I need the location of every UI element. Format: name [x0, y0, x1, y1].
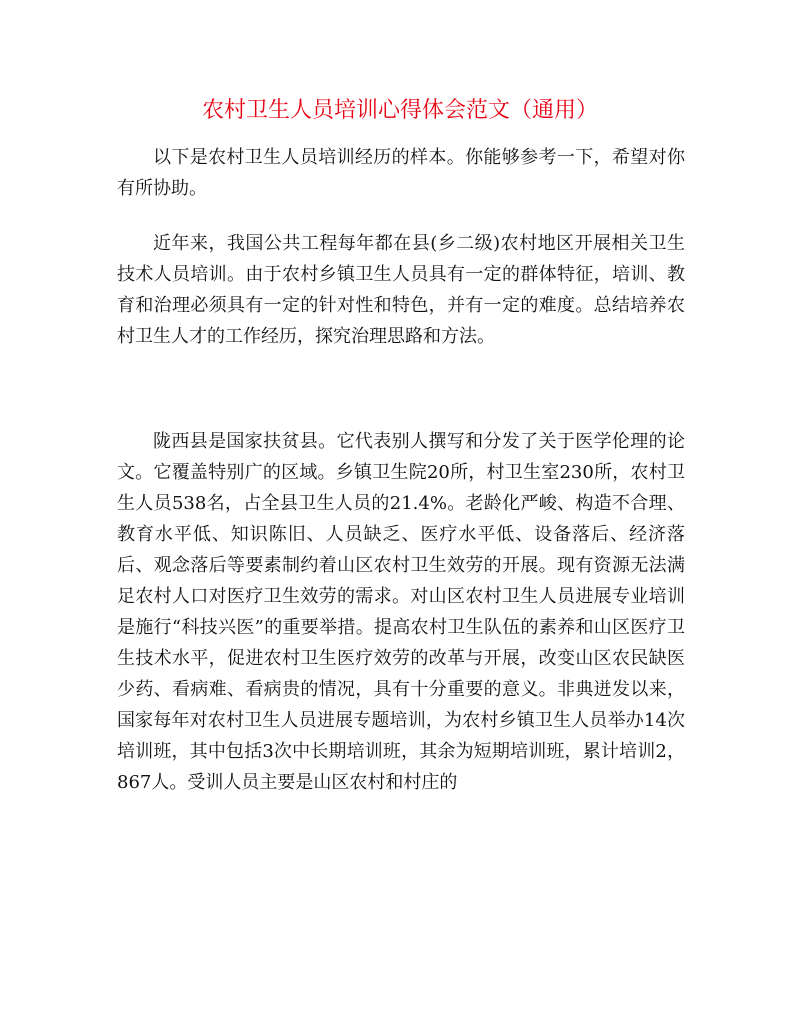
paragraph-intro: 以下是农村卫生人员培训经历的样本。你能够参考一下，希望对你有所协助。 — [117, 147, 685, 199]
paragraph-background: 近年来，我国公共工程每年都在县(乡二级)农村地区开展相关卫生技术人员培训。由于农村乡镇卫生人员具有一定的群体特征，培训、教育和治理必须具有一定的针对性和特色，并有一定的难度。总结培养农村卫生人才的工作经历，探究治理思路和方法。 — [117, 233, 685, 347]
document-title: 农村卫生人员培训心得体会范文（通用） — [201, 98, 598, 123]
paragraph-county-case: 陇西县是国家扶贫县。它代表别人撰写和分发了关于医学伦理的论文。它覆盖特别广的区域。乡镇卫生院20所，村卫生室230所，农村卫生人员538名，占全县卫生人员的21.4%。老龄化严峻、构造不合理、教育水平低、知识陈旧、人员缺乏、医疗水平低、设备落后、经济落后、观念落后等要素制约着山区农村卫生效劳的开展。现有资源无法满足农村人口对医疗卫生效劳的需求。对山区农村卫生人员进展专业培训是施行“科技兴医”的重要举措。提高农村卫生队伍的素养和山区医疗卫生技术水平，促进农村卫生医疗效劳的改革与开展，改变山区农民缺医少药、看病难、看病贵的情况，具有十分重要的意义。非典迸发以来，国家每年对农村卫生人员进展专题培训，为农村乡镇卫生人员举办14次培训班，其中包括3次中长期培训班，其余为短期培训班，累计培训2，867人。受训人员主要是山区农村和村庄的 — [117, 431, 685, 793]
